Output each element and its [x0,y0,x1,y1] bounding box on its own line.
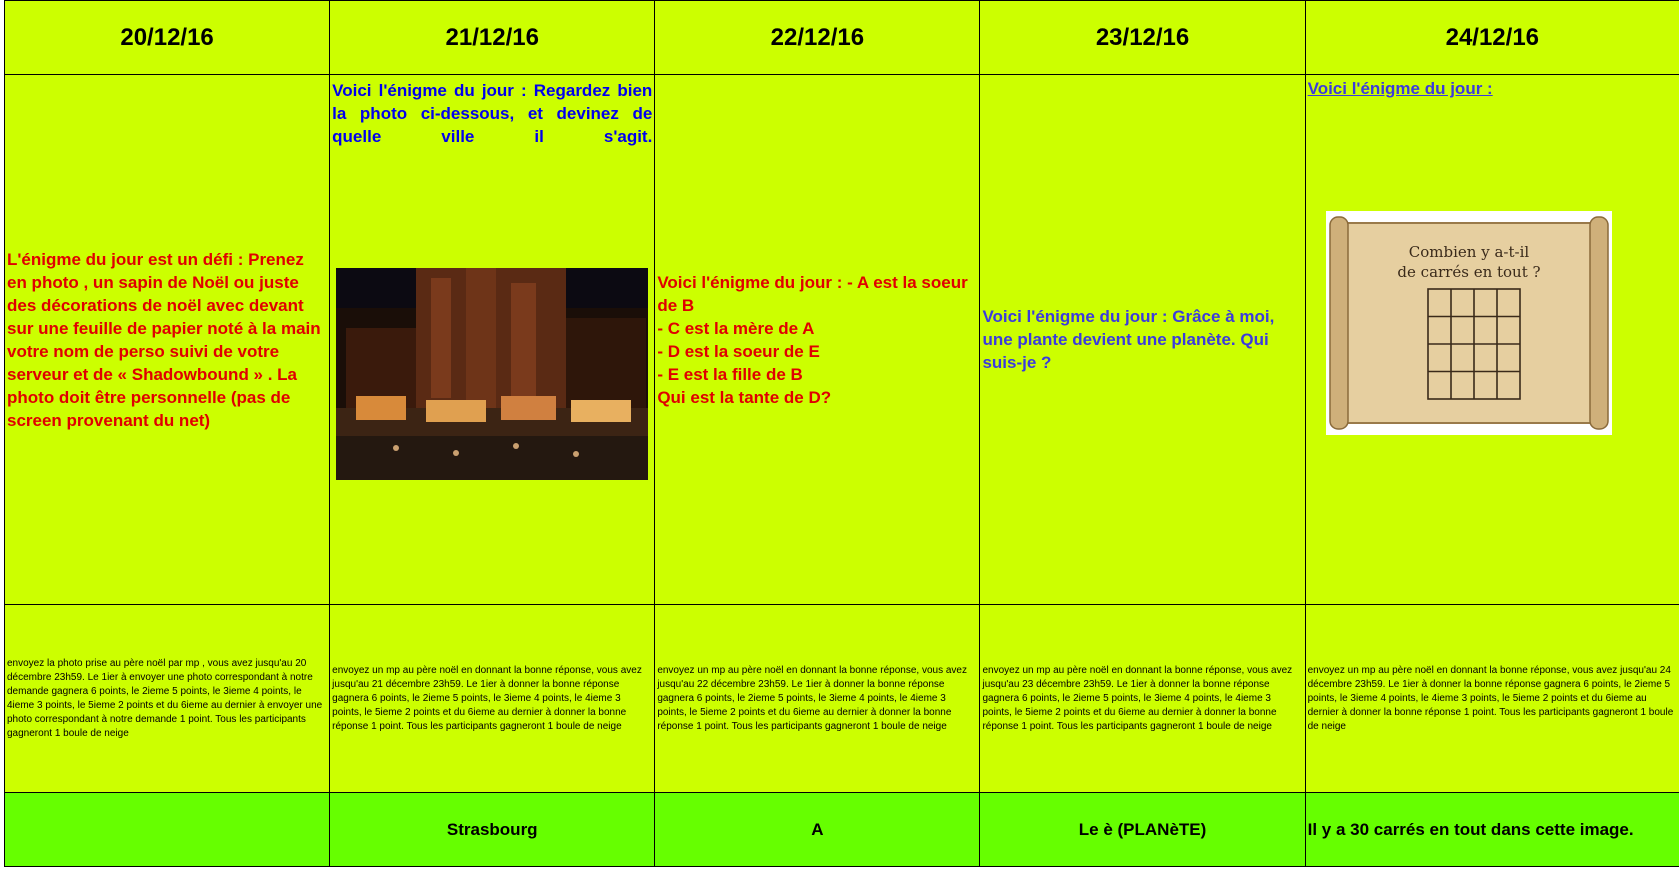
date-cell: 23/12/16 [980,1,1305,75]
riddle-cell [5,75,330,605]
riddle-text [657,271,977,409]
rules-cell: envoyez un mp au père noël en donnant la bonne réponse, vous avez jusqu'au 22 décembre 23h59. Le 1ier à donner la bonne réponse gagnera 6 points, le 2ieme 5 points, le 3ieme 4 points, le 4ieme 3 points, le 5ieme 2 points et du 6ieme au dernier à donner la bonne réponse 1 point. Tous les participants gagneront 1 boule de neige [655,605,980,793]
rules-cell: envoyez un mp au père noël en donnant la bonne réponse, vous avez jusqu'au 23 décembre 23h59. Le 1ier à donner la bonne réponse gagnera 6 points, le 2ieme 5 points, le 3ieme 4 points, le 4ieme 3 points, le 5ieme 2 points et du 6ieme au dernier à donner la bonne réponse 1 point. Tous les participants gagneront 1 boule de neige [980,605,1305,793]
answer-cell: Il y a 30 carrés en tout dans cette image. [1305,793,1679,867]
riddle-line: Voici l'énigme du jour : - A est la soeur de B [657,272,968,315]
riddle-row [5,75,1679,605]
date-cell: 21/12/16 [330,1,655,75]
parchment-scroll-image [1326,211,1612,435]
riddle-cell [980,75,1305,605]
cathedral-christmas-market-photo [336,268,648,480]
date-cell: 22/12/16 [655,1,980,75]
riddle-line: - D est la soeur de E [657,341,820,361]
rules-cell: envoyez la photo prise au père noël par mp , vous avez jusqu'au 20 décembre 23h59. Le 1ier à envoyer une photo correspondant à notre demande gagnera 6 points, le 2ieme 5 points, le 3ieme 4 points, le 4ieme 3 points, le 5ieme 2 points et du 6ieme au dernier à envoyer une photo correspondant à notre demande 1 point. Tous les participants gagneront 1 boule de neige [5,605,330,793]
rules-cell: envoyez un mp au père noël en donnant la bonne réponse, vous avez jusqu'au 21 décembre 23h59. Le 1ier à donner la bonne réponse gagnera 6 points, le 2ieme 5 points, le 3ieme 4 points, le 4ieme 3 points, le 5ieme 2 points et du 6ieme au dernier à donner la bonne réponse 1 point. Tous les participants gagneront 1 boule de neige [330,605,655,793]
riddle-cell [330,75,655,605]
riddle-text: Voici l'énigme du jour : Grâce à moi, une plante devient une planète. Qui suis-je ? [982,307,1275,372]
riddle-line: Qui est la tante de D? [657,387,832,407]
answer-cell: Le è (PLANèTE) [980,793,1305,867]
riddle-text: Voici l'énigme du jour : Regardez bien la photo ci-dessous, et devinez de quelle ville il s'agit. [332,81,653,146]
riddle-cell [655,75,980,605]
advent-calendar-table [4,0,1679,867]
riddle-link[interactable]: Voici l'énigme du jour : [1307,79,1493,98]
riddle-cell [1305,75,1679,605]
answer-cell [5,793,330,867]
scroll-text-line: Combien y a-t-il [1408,243,1529,261]
riddle-text: L'énigme du jour est un défi : Prenez en photo , un sapin de Noël ou juste des décorations de noël avec devant sur une feuille de papier noté à la main votre nom de perso suivi de votre serveur et de « Shadowbound » . La photo doit être personnelle (pas de screen provenant du net) [7,249,321,430]
answer-row [5,793,1679,867]
rules-cell: envoyez un mp au père noël en donnant la bonne réponse, vous avez jusqu'au 24 décembre 23h59. Le 1ier à donner la bonne réponse gagnera 6 points, le 2ieme 5 points, le 3ieme 4 points, le 4ieme 3 points, le 5ieme 2 points et du 6ieme au dernier à donner la bonne réponse 1 point. Tous les participants gagneront 1 boule de neige [1305,605,1679,793]
riddle-line: - E est la fille de B [657,364,803,384]
answer-cell: A [655,793,980,867]
rules-row [5,605,1679,793]
answer-cell: Strasbourg [330,793,655,867]
riddle-line: - C est la mère de A [657,318,815,338]
date-cell: 20/12/16 [5,1,330,75]
date-cell: 24/12/16 [1305,1,1679,75]
date-row [5,1,1679,75]
scroll-text-line: de carrés en tout ? [1397,263,1541,281]
